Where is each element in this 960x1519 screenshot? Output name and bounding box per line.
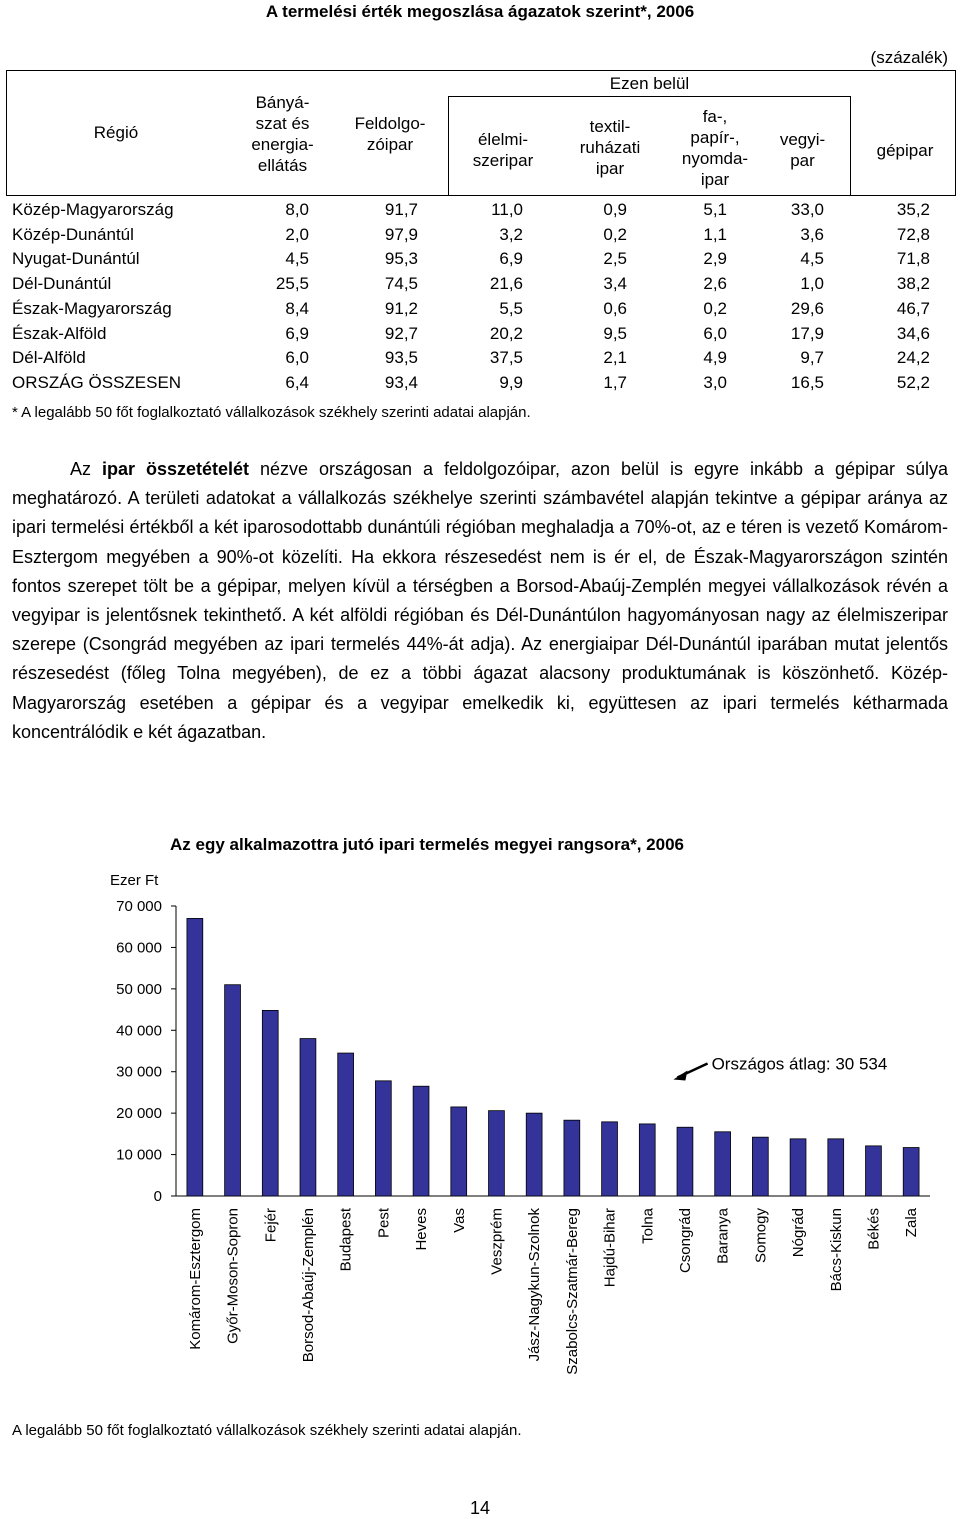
header-chemical-line: par (790, 151, 815, 170)
row-value: 2,9 (703, 249, 727, 269)
row-value: 34,6 (896, 323, 930, 343)
x-category-label: Veszprém (488, 1208, 506, 1275)
header-machinery-line: gépipar (876, 140, 934, 160)
row-value: 29,6 (790, 298, 824, 318)
row-value: 17,9 (790, 323, 824, 343)
header-wood-paper-printing-line: papír-, (690, 128, 740, 147)
table-title: A termelési érték megoszlása ágazatok szerint*, 2006 (265, 2, 695, 21)
header-wood-paper-printing-line: nyomda- (681, 149, 749, 168)
row-region-name: Közép-Dunántúl (12, 224, 134, 244)
x-category-label: Csongrád (676, 1208, 694, 1274)
row-value: 24,2 (896, 348, 930, 368)
header-manufacturing-line: Feldolgo- (354, 114, 426, 133)
header-mining-energy-line: energia- (251, 135, 314, 154)
bar (375, 1081, 391, 1196)
bar (262, 1010, 278, 1196)
row-value: 0,2 (703, 298, 727, 318)
x-category-label: Jász-Nagykun-Szolnok (526, 1208, 544, 1362)
bar (451, 1107, 467, 1196)
page-number: 14 (469, 1498, 491, 1518)
table-row (0, 297, 960, 322)
header-mining-energy-line: Bányá- (255, 93, 310, 112)
bar (338, 1053, 354, 1196)
row-value: 5,1 (703, 200, 727, 219)
row-value: 6,0 (703, 323, 727, 343)
row-value: 71,8 (896, 249, 930, 269)
table-row (0, 272, 960, 297)
header-wood-paper-printing-line: ipar (700, 170, 730, 189)
row-value: 9,9 (499, 372, 523, 392)
table-row (0, 247, 960, 272)
header-within-group: Ezen belül (609, 74, 690, 93)
row-value: 2,5 (603, 249, 627, 269)
row-region-name: Közép-Magyarország (12, 200, 174, 219)
table-row (0, 346, 960, 371)
bar (752, 1137, 768, 1196)
body-text-start: Az (70, 459, 102, 479)
row-value: 16,5 (790, 372, 824, 392)
header-mining-energy-text (251, 92, 313, 176)
body-bold-osszetetel: összetételét (145, 459, 250, 479)
row-value: 2,6 (703, 274, 727, 294)
header-wood-paper-printing-line: fa-, (702, 107, 728, 126)
x-category-label: Komárom-Esztergom (186, 1208, 204, 1350)
bar (866, 1146, 882, 1196)
row-value: 21,6 (489, 274, 523, 294)
bar (225, 985, 241, 1196)
bar (639, 1124, 655, 1196)
row-value: 91,2 (384, 298, 418, 318)
x-category-label: Bács-Kiskun (827, 1208, 845, 1292)
x-category-label: Somogy (752, 1208, 770, 1264)
chart-footnote: A legalább 50 főt foglalkoztató vállalkozások székhely szerinti adatai alapján. (12, 1422, 522, 1439)
y-tick-label: 30 000 (116, 1063, 162, 1081)
header-textile-line: textil- (589, 117, 631, 136)
x-category-label: Békés (865, 1208, 883, 1250)
row-value: 6,4 (285, 372, 309, 392)
x-category-label: Heves (413, 1208, 431, 1251)
row-value: 33,0 (790, 200, 824, 219)
y-tick-label: 50 000 (116, 980, 162, 998)
row-value: 0,6 (603, 298, 627, 318)
row-value: 11,0 (491, 200, 523, 219)
row-region-name: Dél-Alföld (12, 348, 86, 368)
row-region-name: Észak-Alföld (12, 323, 107, 343)
bar (187, 918, 203, 1196)
row-value: 91,7 (384, 200, 418, 219)
x-category-label: Tolna (639, 1208, 657, 1244)
row-value: 1,1 (703, 224, 727, 244)
row-value: 1,7 (603, 372, 627, 392)
row-value: 6,0 (285, 348, 309, 368)
bar (413, 1086, 429, 1196)
row-value: 0,2 (603, 224, 627, 244)
y-tick-label: 70 000 (116, 898, 162, 915)
x-category-label: Nógrád (790, 1208, 808, 1258)
row-value: 1,0 (800, 274, 824, 294)
bar (489, 1111, 505, 1196)
header-mining-energy-line: szat és (255, 114, 310, 133)
table-row (0, 223, 960, 248)
row-value: 8,4 (285, 298, 309, 318)
header-manufacturing-line: zóipar (366, 135, 414, 154)
y-tick-label: 10 000 (116, 1146, 162, 1164)
table-unit: (százalék) (870, 48, 948, 67)
row-value: 25,5 (275, 274, 309, 294)
x-category-label: Fejér (262, 1208, 280, 1243)
row-value: 9,7 (800, 348, 824, 368)
row-value: 4,5 (800, 249, 824, 269)
bar-chart (0, 880, 960, 1420)
row-region-name: ORSZÁG ÖSSZESEN (12, 372, 182, 392)
bar (677, 1127, 693, 1196)
body-text-space (135, 459, 146, 479)
bar (300, 1039, 316, 1196)
y-tick-label: 60 000 (116, 939, 162, 957)
header-within-frame (448, 96, 851, 195)
header-machinery (855, 110, 955, 190)
body-paragraph (12, 455, 948, 747)
row-region-name: Észak-Magyarország (12, 298, 172, 318)
bar (526, 1113, 542, 1196)
table-row (0, 371, 960, 396)
table-header-right-rule (955, 70, 956, 195)
row-region-name: Nyugat-Dunántúl (12, 249, 140, 269)
row-value: 37,5 (489, 348, 523, 368)
header-manufacturing-text (355, 113, 426, 155)
table-row (0, 198, 960, 223)
header-textile-line: ruházati (579, 138, 641, 157)
x-category-label: Budapest (337, 1208, 355, 1272)
row-value: 9,5 (603, 323, 627, 343)
bar (790, 1139, 806, 1196)
row-value: 5,5 (499, 298, 523, 318)
header-food-industry-line: élelmi- (477, 130, 529, 149)
x-category-label: Szabolcs-Szatmár-Bereg (563, 1208, 581, 1375)
bar (715, 1132, 731, 1196)
bar (564, 1120, 580, 1196)
row-value: 0,9 (603, 200, 627, 219)
y-tick-label: 0 (153, 1188, 162, 1205)
row-value: 3,2 (499, 224, 523, 244)
annotation-arrow-head (673, 1071, 687, 1081)
row-value: 3,4 (603, 274, 627, 294)
table-header-bottom-rule (6, 195, 956, 196)
row-value: 92,7 (384, 323, 418, 343)
body-text-rest: nézve országosan a feldolgozóipar, azon belül is egyre inkább a gépipar súlya meghatározó. A területi adatokat a vállalkozás székhelye szerinti számbavétel alapján tekintve a gépipar aránya az ipari termelési értékből a két iparosodottabb dunántúli régióban meghaladja a 70%-ot, az e téren is vezető Komárom-Esztergom megyében a 90%-ot közelíti. Ha ekkora részesedést nem is ér el, de Észak-Magyarországon szintén fontos szerepet tölt be a gépipar, melyen kívül a térségben a Borsod-Abaúj-Zemplén megyei vállalkozások révén a vegyipar is jelentősnek tekinthető. A két alföldi régióban és Dél-Dunántúlon hagyományosan nagy az élelmiszeripar szerepe (Csongrád megyében az ipari termelés 44%-át adja). Az energiaipar Dél-Dunántúl iparában mutat jelentős részesedést (főleg Tolna megyében), de ez a többi ágazat alacsony produktumának is köszönhető. Közép-Magyarország esetében a gépipar és a vegyipar emelkedik ki, együttesen az ipari termelés kétharmada koncentrálódik e két ágazatban. (12, 459, 948, 742)
header-mining-energy (235, 80, 330, 188)
row-value: 93,4 (384, 372, 418, 392)
x-category-label: Győr-Moson-Sopron (224, 1208, 242, 1344)
header-manufacturing (335, 90, 445, 178)
row-value: 93,5 (384, 348, 418, 368)
y-tick-label: 40 000 (116, 1022, 162, 1040)
row-value: 3,0 (703, 372, 727, 392)
row-value: 74,5 (384, 274, 418, 294)
row-value: 8,0 (285, 200, 309, 219)
row-value: 35,2 (896, 200, 930, 219)
row-value: 2,1 (603, 348, 627, 368)
row-value: 72,8 (896, 224, 930, 244)
header-machinery-text (877, 140, 934, 161)
row-value: 46,7 (896, 298, 930, 318)
header-textile-line: ipar (595, 159, 625, 178)
row-value: 6,9 (285, 323, 309, 343)
x-category-label: Zala (903, 1208, 921, 1238)
row-value: 2,0 (285, 224, 309, 244)
row-value: 20,2 (489, 323, 523, 343)
header-mining-energy-line: ellátás (257, 156, 308, 175)
body-bold-ipar: ipar (101, 459, 135, 479)
table-footnote: * A legalább 50 főt foglalkoztató vállalkozások székhely szerinti adatai alapján. (12, 404, 531, 421)
header-region (6, 70, 226, 195)
row-value: 38,2 (896, 274, 930, 294)
x-category-label: Pest (375, 1208, 393, 1239)
header-chemical-line: vegyi- (779, 130, 826, 149)
row-value: 6,9 (499, 249, 523, 269)
x-category-label: Hajdú-Bihar (601, 1208, 619, 1288)
header-region-text (94, 122, 138, 143)
bar (903, 1148, 919, 1196)
x-category-label: Borsod-Abaúj-Zemplén (299, 1208, 317, 1363)
chart-y-unit: Ezer Ft (110, 872, 159, 889)
table-row (0, 322, 960, 347)
row-value: 4,5 (285, 249, 309, 269)
y-tick-label: 20 000 (116, 1105, 162, 1123)
chart-title: Az egy alkalmazottra jutó ipari termelés megyei rangsora*, 2006 (170, 835, 684, 854)
x-category-label: Vas (450, 1208, 468, 1233)
bar (828, 1139, 844, 1196)
row-value: 4,9 (703, 348, 727, 368)
annotation-label: Országos átlag: 30 534 (711, 1054, 888, 1074)
header-region-line: Régió (93, 123, 139, 142)
x-category-label: Baranya (714, 1208, 732, 1264)
row-region-name: Dél-Dunántúl (12, 274, 112, 294)
row-value: 52,2 (896, 372, 930, 392)
row-value: 95,3 (384, 249, 418, 269)
row-value: 97,9 (384, 224, 418, 244)
row-value: 3,6 (800, 224, 824, 244)
header-food-industry-line: szeripar (472, 151, 534, 170)
bar (602, 1122, 618, 1196)
